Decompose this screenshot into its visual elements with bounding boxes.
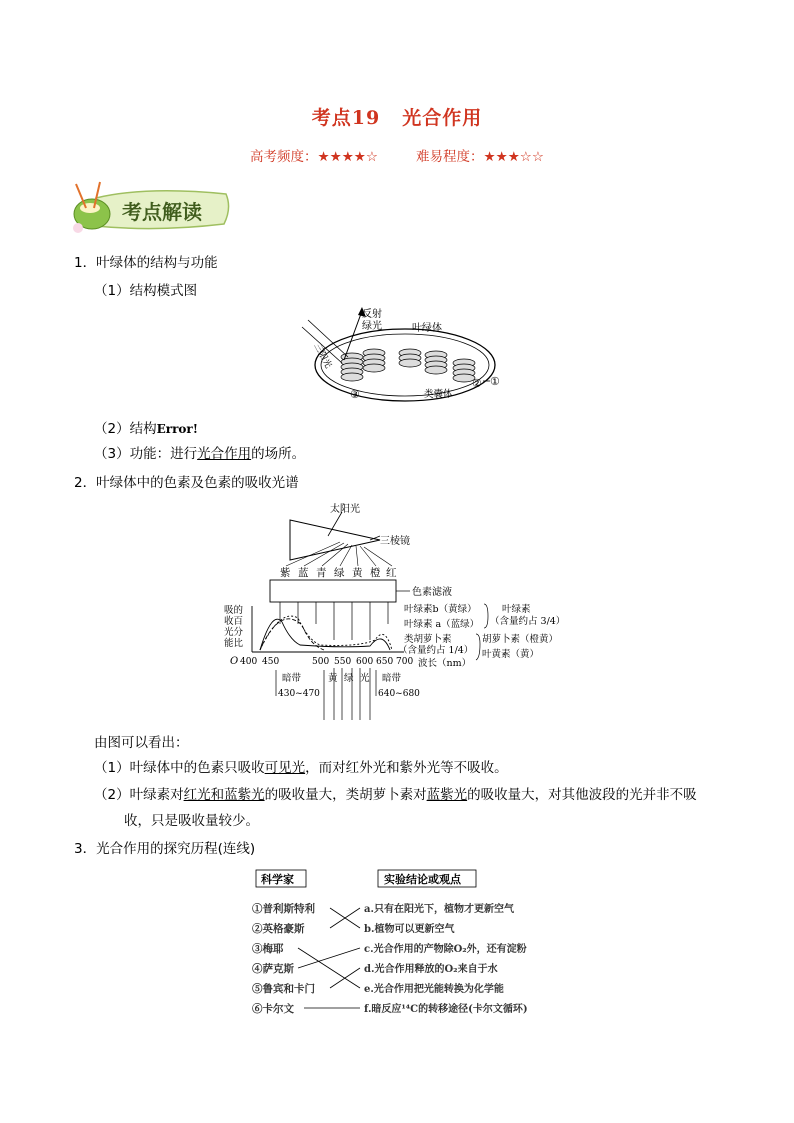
label-thylakoid: 类囊体 — [424, 389, 453, 400]
coconut-badge-icon — [66, 178, 236, 236]
scientist-5: ⑤鲁宾和卡门 — [252, 983, 315, 995]
title-text: 光合作用 — [402, 107, 483, 129]
s2-item2-underlined-2: 蓝紫光 — [426, 787, 468, 803]
label-c3: ③ — [350, 388, 360, 401]
label-dark-range-1: 430~470 — [278, 689, 320, 699]
rating-line — [0, 145, 794, 165]
s1-item3 — [94, 445, 305, 463]
label-reflect: 反射 — [362, 309, 382, 320]
label-carotene: 胡萝卜素（橙黄） — [482, 634, 559, 645]
s2-item1-suffix: ，而对红外光和紫外光等不吸收。 — [305, 760, 508, 776]
conclusion-b: b.植物可以更新空气 — [364, 924, 455, 935]
table-header-conclusion: 实验结论或观点 — [384, 873, 461, 886]
tick-650: 650 — [376, 657, 394, 667]
s1-item3-suffix: 的场所。 — [251, 446, 306, 462]
label-sunlight: 三阳光 — [311, 341, 333, 371]
label-sun: 太阳光 — [330, 504, 360, 515]
label-band-yellow: 黄 — [328, 673, 338, 684]
label-wavelength: 波长（nm） — [418, 658, 472, 669]
scientist-2: ②英格豪斯 — [252, 923, 305, 935]
color-cyan: 青 — [316, 567, 327, 579]
label-chl-b: 叶绿素b（黄绿） — [404, 604, 477, 615]
ylabel-4: 能比 — [224, 638, 244, 649]
tick-550: 550 — [334, 657, 352, 667]
section3-heading: 3．光合作用的探究历程(连线) — [74, 841, 256, 857]
badge-text: 考点解读 — [122, 200, 202, 224]
label-carotenoid: 类胡萝卜素 — [404, 634, 452, 645]
diff-stars: ★★★☆☆ — [483, 149, 545, 165]
tick-500: 500 — [312, 657, 330, 667]
ylabel-1: 吸的 — [224, 605, 244, 616]
s1-item3-prefix: （3）功能：进行 — [94, 446, 198, 462]
page-title — [0, 103, 794, 130]
label-band-light: 光 — [360, 673, 370, 684]
label-chl-a: 叶绿素 a（蓝绿） — [404, 619, 480, 630]
diff-label: 难易程度： — [416, 149, 484, 165]
s2-item1-prefix: （1）叶绿体中的色素只吸收 — [94, 760, 265, 776]
conclusion-e: e.光合作用把光能转换为化学能 — [364, 984, 504, 995]
section1-heading: 1．叶绿体的结构与功能 — [74, 255, 218, 271]
conclusion-f: f.暗反应¹⁴C的转移途径(卡尔文循环) — [364, 1004, 528, 1015]
label-filter: 色素滤液 — [412, 587, 452, 598]
label-c1: ① — [490, 375, 500, 388]
error-text: Error! — [156, 422, 198, 436]
label-prism: 三棱镜 — [380, 536, 410, 547]
label-car-amount: （含量约占 1/4） — [398, 645, 474, 656]
tick-400: 400 — [240, 657, 258, 667]
chloroplast-diagram — [300, 305, 522, 407]
freq-label: 高考频度： — [249, 149, 318, 165]
section2-heading: 2．叶绿体中的色素及色素的吸收光谱 — [74, 475, 299, 491]
s2-item1 — [94, 759, 508, 777]
label-band-green: 绿 — [344, 673, 354, 684]
s2-item2-b: 的吸收量大，类胡萝卜素对 — [264, 787, 427, 803]
s1-item3-underlined: 光合作用 — [197, 446, 252, 462]
table-header-scientist: 科学家 — [261, 873, 294, 886]
scientist-4: ④萨克斯 — [252, 963, 294, 975]
section-badge — [66, 178, 236, 236]
s1-item1: （1）结构模式图 — [94, 283, 198, 299]
s2-item2-underlined-1: 红光和蓝紫光 — [183, 787, 265, 803]
scientist-3: ③梅耶 — [252, 943, 284, 955]
label-chloroplast: 叶绿体 — [412, 323, 442, 334]
tick-700: 700 — [396, 657, 414, 667]
pigment-spectrum-diagram — [220, 500, 590, 724]
label-chlorophyll: 叶绿素 — [502, 604, 531, 615]
scientist-1: ①普利斯特利 — [252, 903, 315, 915]
s2-item2 — [94, 786, 697, 804]
scientist-6: ⑥卡尔文 — [252, 1003, 294, 1015]
conclusion-a: a.只有在阳光下，植物才更新空气 — [364, 904, 514, 915]
s2-item1-underlined: 可见光 — [264, 760, 306, 776]
label-chl-amount: （含量约占 3/4） — [490, 616, 566, 627]
s2-item2-c: 的吸收量大，对其他波段的光并非不吸 — [467, 787, 697, 803]
conclusion-d: d.光合作用释放的O₂来自于水 — [364, 964, 498, 975]
label-dark-range-2: 640~680 — [378, 689, 420, 699]
label-xanthophyll: 叶黄素（黄） — [482, 649, 540, 660]
color-violet: 紫 — [280, 567, 291, 579]
tick-450: 450 — [262, 657, 280, 667]
s2-lead: 由图可以看出： — [94, 735, 189, 751]
conclusion-c: c.光合作用的产物除O₂外，还有淀粉 — [364, 944, 527, 955]
color-blue: 蓝 — [298, 567, 309, 579]
s2-item2-cont: 收，只是吸收量较少。 — [124, 813, 259, 829]
color-red: 红 — [386, 567, 397, 579]
label-c2: ② — [472, 377, 482, 390]
color-green: 绿 — [334, 567, 345, 579]
label-green-light: 绿光 — [362, 321, 382, 332]
history-matching-table — [248, 866, 548, 1020]
ylabel-3: 光分 — [224, 627, 244, 638]
title-number: 考点19 — [311, 107, 381, 129]
s2-item2-a: （2）叶绿素对 — [94, 787, 184, 803]
s1-item2 — [94, 420, 198, 438]
s1-item2-text: （2）结构 — [94, 421, 157, 437]
freq-stars: ★★★★☆ — [317, 149, 378, 165]
label-origin: O — [230, 656, 239, 667]
color-orange: 橙 — [370, 567, 381, 579]
ylabel-2: 收百 — [224, 616, 244, 627]
color-yellow: 黄 — [352, 567, 363, 579]
tick-600: 600 — [356, 657, 374, 667]
label-dark-band-2: 暗带 — [382, 673, 402, 684]
label-dark-band-1: 暗带 — [282, 673, 302, 684]
